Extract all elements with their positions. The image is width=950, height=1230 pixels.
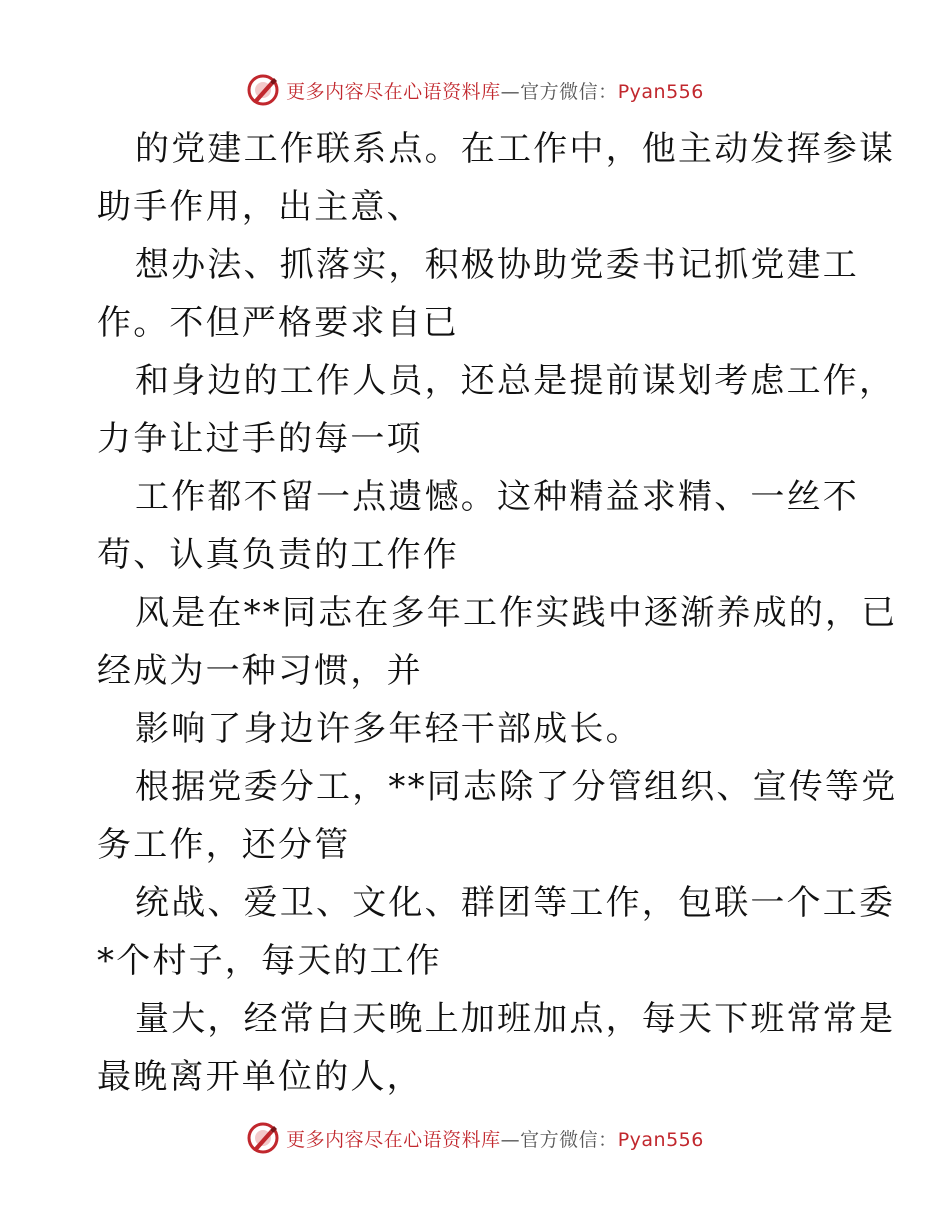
pen-logo-icon: [246, 1121, 280, 1155]
text-line: 影响了身边许多年轻干部成长。: [135, 709, 642, 749]
text-line: 作。不但严格要求自已: [97, 303, 459, 343]
watermark-text: [286, 77, 704, 104]
watermark-main: 更多内容尽在心语资料库: [286, 1128, 501, 1151]
text-line: 统战、爱卫、文化、群团等工作，包联一个工委: [135, 883, 896, 923]
text-line: 苟、认真负责的工作作: [97, 535, 459, 575]
text-line: 力争让过手的每一项: [97, 419, 423, 459]
text-line: 务工作，还分管: [97, 825, 351, 865]
text-line: 根据党委分工，**同志除了分管组织、宣传等党: [135, 767, 898, 807]
text-line: 工作都不留一点遗憾。这种精益求精、一丝不: [135, 477, 859, 517]
document-body: [97, 120, 898, 1106]
footer-watermark: [0, 1118, 950, 1158]
text-line: 量大，经常白天晚上加班加点，每天下班常常是: [135, 999, 896, 1039]
watermark-text: [286, 1125, 704, 1152]
watermark-id: Pyan556: [617, 1128, 704, 1151]
text-line: 和身边的工作人员，还总是提前谋划考虑工作，: [135, 361, 896, 401]
text-line: 最晚离开单位的人，: [97, 1057, 423, 1097]
header-watermark: [0, 70, 950, 110]
watermark-sub: —官方微信：: [500, 80, 618, 103]
text-line: *个村子，每天的工作: [97, 941, 442, 981]
text-line: 经成为一种习惯，并: [97, 651, 423, 691]
text-line: 助手作用，出主意、: [97, 187, 423, 227]
text-line: 的党建工作联系点。在工作中，他主动发挥参谋: [135, 129, 896, 169]
watermark-main: 更多内容尽在心语资料库: [286, 80, 501, 103]
text-line: 想办法、抓落实，积极协助党委书记抓党建工: [135, 245, 859, 285]
text-line: 风是在**同志在多年工作实践中逐渐养成的，已: [135, 593, 898, 633]
watermark-sub: —官方微信：: [500, 1128, 618, 1151]
pen-logo-icon: [246, 73, 280, 107]
watermark-id: Pyan556: [617, 80, 704, 103]
